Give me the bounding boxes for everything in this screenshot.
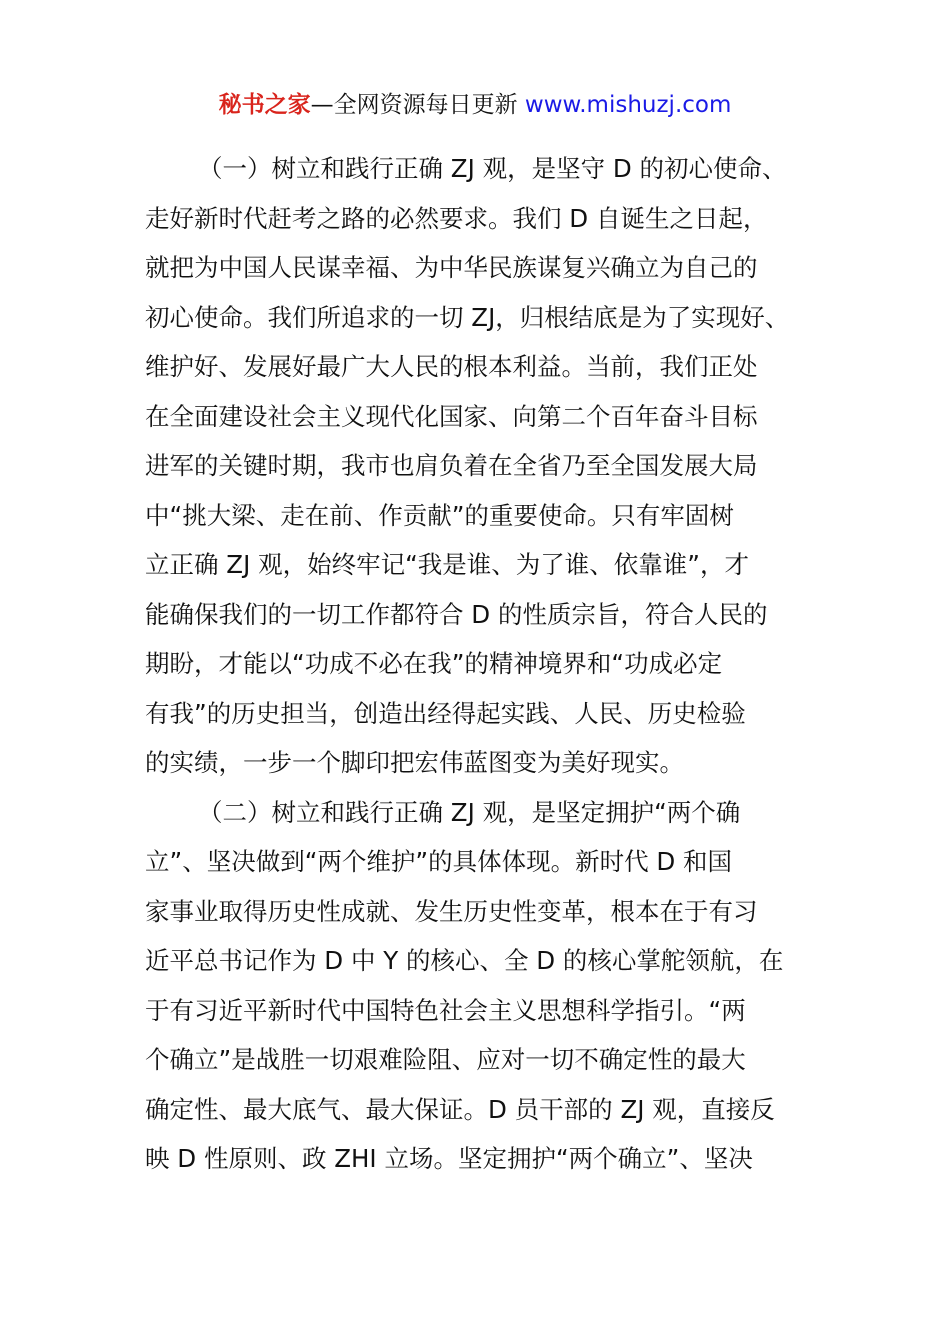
paragraph-1-line: 在全面建设社会主义现代化国家、向第二个百年奋斗目标 (145, 401, 758, 431)
paragraph-1-line: 立正确 ZJ 观，始终牢记“我是谁、为了谁、依靠谁”，才 (145, 550, 749, 579)
paragraph-2-line: 于有习近平新时代中国特色社会主义思想科学指引。“两 (145, 995, 746, 1025)
paragraph-1-line: （一）树立和践行正确 ZJ 观，是坚守 D 的初心使命、 (198, 154, 787, 183)
site-banner (0, 88, 950, 122)
paragraph-1-line: 期盼，才能以“功成不必在我”的精神境界和“功成必定 (145, 649, 723, 678)
brand-name: 秘书之家 (218, 92, 311, 118)
paragraph-2-line: 近平总书记作为 D 中 Y 的核心、全 D 的核心掌舵领航，在 (145, 946, 784, 975)
paragraph-1-line: 进军的关键时期，我市也肩负着在全省乃至全国发展大局 (145, 451, 758, 480)
paragraph-1-line: 维护好、发展好最广大人民的根本利益。当前，我们正处 (145, 352, 758, 381)
paragraph-2-line: 立”、坚决做到“两个维护”的具体体现。新时代 D 和国 (145, 847, 733, 876)
paragraph-2-line: 映 D 性原则、政 ZHI 立场。坚定拥护“两个确立”、坚决 (145, 1144, 753, 1173)
paragraph-1-line: 初心使命。我们所追求的一切 ZJ，归根结底是为了实现好、 (145, 302, 790, 332)
document-body (145, 144, 815, 1184)
banner-tagline: —全网资源每日更新 (310, 92, 525, 118)
paragraph-1-line: 就把为中国人民谋幸福、为中华民族谋复兴确立为自己的 (145, 253, 758, 282)
paragraph-2-line: （二）树立和践行正确 ZJ 观，是坚定拥护“两个确 (198, 797, 741, 827)
paragraph-2-line: 家事业取得历史性成就、发生历史性变革，根本在于有习 (145, 896, 758, 926)
paragraph-1-line: 中“挑大梁、走在前、作贡献”的重要使命。只有牢固树 (145, 500, 734, 530)
paragraph-1-line: 的实绩，一步一个脚印把宏伟蓝图变为美好现实。 (145, 748, 684, 777)
paragraph-1-line: 能确保我们的一切工作都符合 D 的性质宗旨，符合人民的 (145, 599, 768, 629)
paragraph-1-line: 有我”的历史担当，创造出经得起实践、人民、历史检验 (145, 698, 746, 728)
site-url: www.mishuzj.com (524, 92, 732, 118)
paragraph-2-line: 确定性、最大底气、最大保证。D 员干部的 ZJ 观，直接反 (145, 1094, 775, 1124)
paragraph-2-line: 个确立”是战胜一切艰难险阻、应对一切不确定性的最大 (145, 1045, 746, 1074)
paragraph-1-line: 走好新时代赶考之路的必然要求。我们 D 自诞生之日起， (145, 203, 768, 233)
